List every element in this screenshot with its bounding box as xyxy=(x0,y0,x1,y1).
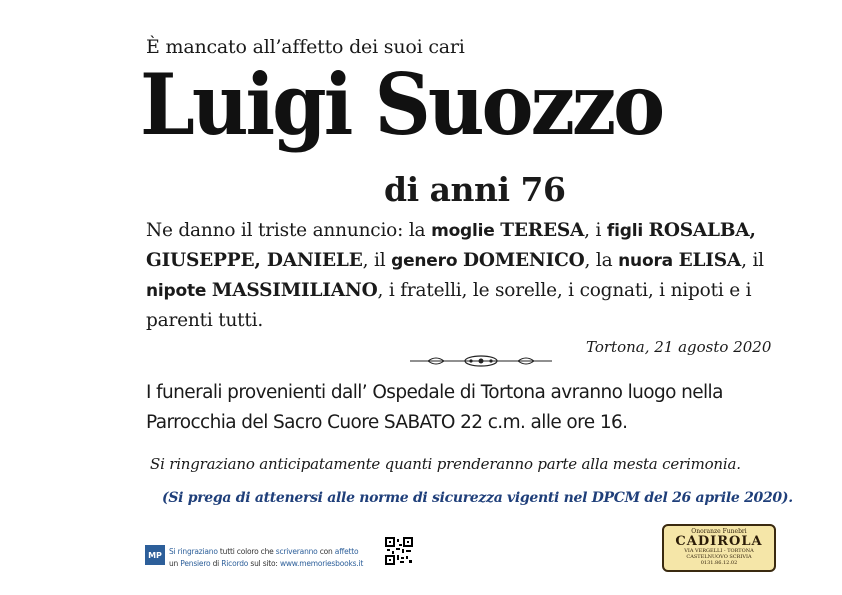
memories-link[interactable]: www.memoriesbooks.it xyxy=(279,559,364,568)
funeral-line: Parrocchia del Sacro Cuore SABATO 22 c.m. alle ore 16. xyxy=(146,412,628,433)
funeral-agency-badge xyxy=(662,524,776,572)
memories-word: tutti coloro che xyxy=(217,547,276,556)
memories-word: Ricordo xyxy=(221,559,249,568)
relative-name: DOMENICO xyxy=(463,250,585,271)
announcement xyxy=(146,216,816,336)
announcement-text: , i xyxy=(584,220,602,241)
memories-word: di xyxy=(210,559,222,568)
announcement-text: Ne danno il triste annuncio: la xyxy=(146,220,426,241)
agency-top: Onoranze Funebri xyxy=(691,528,747,535)
agency-line: CASTELNUOVO SCRIVIA xyxy=(686,554,752,560)
memories-word: Si ringraziano xyxy=(169,547,218,556)
intro-text: È mancato all’affetto dei suoi cari xyxy=(146,36,465,58)
relative-name: TERESA xyxy=(500,220,585,241)
funeral-info xyxy=(146,378,816,438)
memories-text xyxy=(169,546,363,570)
deceased-name: Luigi Suozzo xyxy=(140,56,663,155)
memories-word: un xyxy=(169,559,181,568)
relation-label: nipote xyxy=(146,281,207,301)
agency-line: VIA VERGELLI - TORTONA xyxy=(684,548,754,554)
memories-word: Pensiero xyxy=(180,559,211,568)
place-date: Tortona, 21 agosto 2020 xyxy=(586,338,772,356)
agency-name: CADIROLA xyxy=(675,534,763,549)
relative-name: ELISA xyxy=(678,250,742,271)
ornament-divider xyxy=(408,354,554,368)
announcement-text: , il xyxy=(741,250,764,271)
memories-word: scriveranno xyxy=(275,547,318,556)
relation-label: figli xyxy=(606,221,643,241)
relation-label: moglie xyxy=(431,221,495,241)
relation-label: nuora xyxy=(618,251,673,271)
funeral-line: I funerali provenienti dall’ Ospedale di Tortona avranno luogo nella xyxy=(146,382,723,403)
announcement-text: , il xyxy=(362,250,386,271)
memories-word: affetto xyxy=(334,547,359,556)
relation-label: genero xyxy=(391,251,458,271)
memories-logo: MP xyxy=(145,545,165,565)
relative-name: ROSALBA, GIUSEPPE, DANIELE xyxy=(146,220,756,271)
agency-line: 0131.86.12.02 xyxy=(700,560,738,566)
thanks-text: Si ringraziano anticipatamente quanti prenderanno parte alla mesta cerimonia. xyxy=(150,455,741,473)
safety-notice: (Si prega di attenersi alle norme di sicurezza vigenti nel DPCM del 26 aprile 2020). xyxy=(162,490,793,506)
announcement-text: , i fratelli, le sorelle, i cognati, i nipoti e i parenti tutti. xyxy=(146,280,752,331)
age-text: di anni 76 xyxy=(384,170,566,209)
qr-code-icon[interactable] xyxy=(385,537,413,565)
relative-name: MASSIMILIANO xyxy=(211,280,378,301)
memories-word: sul sito: xyxy=(248,559,280,568)
announcement-text: , la xyxy=(584,250,613,271)
memories-word: con xyxy=(317,547,335,556)
